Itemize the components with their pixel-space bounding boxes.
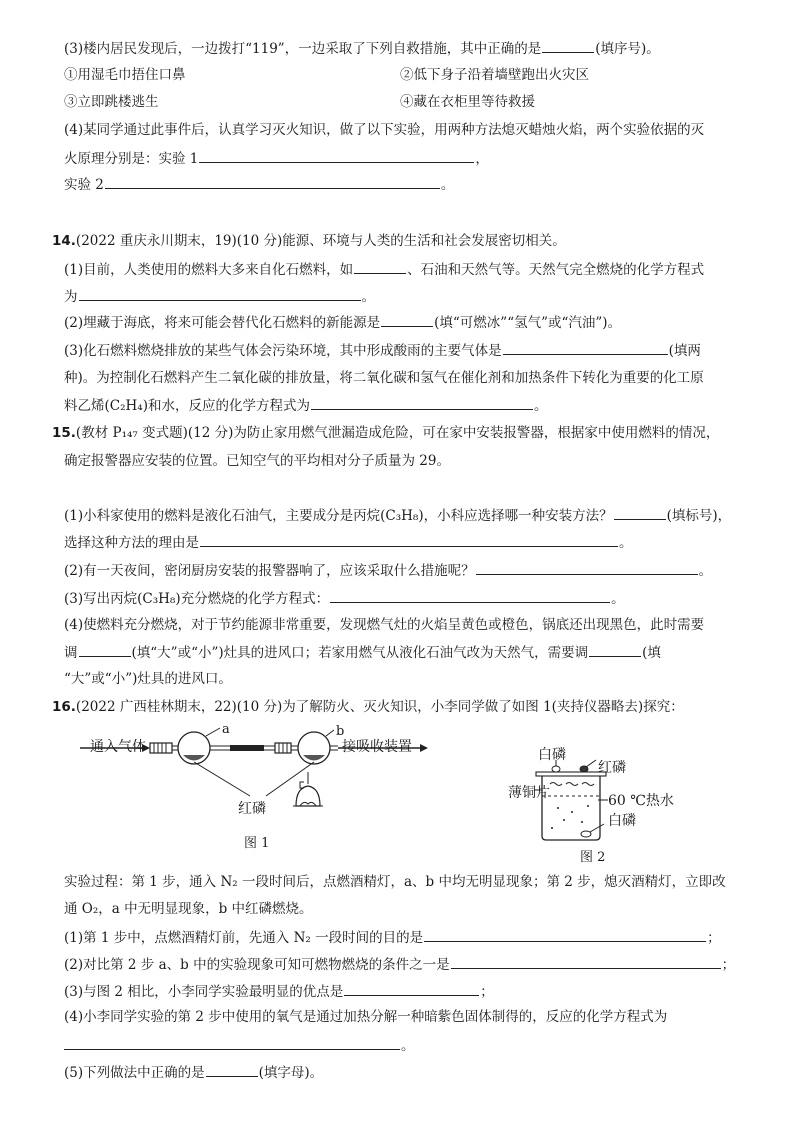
q14-heading: 14.(2022 重庆永川期末，19)(10 分)能源、环境与人类的生活和社会发展密切相关。 [52,233,566,249]
q14-part3-line2: 种)。为控制化石燃料产生二氧化碳的排放量，将二氧化碳和氢气在催化剂和加热条件下转化为重要的化工原 [64,370,704,386]
q15-part4-line2: 调 (填“大”或“小”)灶具的进风口；若家用燃气从液化石油气改为天然气，需要调 (填 [64,645,661,661]
q14-part3-line3: 料乙烯(C₂H₄)和水，反应的化学方程式为 。 [64,398,548,414]
q13-option-1: ①用湿毛巾捂住口鼻 [64,67,186,83]
q14-part2: (2)埋藏于海底，将来可能会替代化石燃料的新能源是 (填“可燃冰”“氢气”或“汽油”)。 [64,315,622,331]
q16-part4-line2: 。 [64,1036,415,1055]
answer-blank[interactable] [79,643,131,657]
fig2-white-phosphorus-top-label: 白磷 [538,747,566,763]
answer-blank[interactable] [503,341,668,355]
q14-part1-line2: 为 。 [64,289,375,305]
q15-part1-line1: (1)小科家使用的燃料是液化石油气，主要成分是丙烷(C₃H₈)，小科应选择哪一种安装方法？ (填标号)， [64,508,732,524]
q16-part4-line1: (4)小李同学实验的第 2 步中使用的氧气是通过加热分解一种暗紫色固体制得的，反应的化学方程式为 [64,1009,668,1025]
answer-blank[interactable] [105,175,440,189]
answer-blank[interactable] [542,39,594,53]
fig2-hot-water-label: 60 ℃热水 [608,793,674,809]
answer-blank[interactable] [330,589,610,603]
fig1-label-b: b [336,724,345,739]
q13-part4-line3: 实验 2 。 [64,177,455,193]
q15-part2: (2)有一天夜间，密闭厨房安装的报警器响了，应该采取什么措施呢？ 。 [64,563,713,579]
q15-heading: 15.(教材 P₁₄₇ 变式题)(12 分)为防止家用燃气泄漏造成危险，可在家中安装报警器，根据家中使用燃料的情况， [52,425,720,441]
q15-part4-line1: (4)使燃料充分燃烧，对于节约能源非常重要，发现燃气灶的火焰呈黄色或橙色，锅底还出现黑色，此时需要 [64,617,705,633]
answer-blank[interactable] [344,982,479,996]
answer-blank[interactable] [381,313,433,327]
fig1-red-phosphorus-label: 红磷 [238,801,266,817]
q16-procedure-line1: 实验过程：第 1 步，通入 N₂ 一段时间后，点燃酒精灯，a、b 中均无明显现象；第 2 步，熄灭酒精灯，立即改 [64,874,726,890]
answer-blank[interactable] [354,260,406,274]
answer-blank[interactable] [476,561,698,575]
fig2-white-phosphorus-bottom-label: 白磷 [608,813,636,829]
q13-part4-line2: 火原理分别是：实验 1 ， [64,151,489,167]
fig2-red-phosphorus-label: 红磷 [598,760,626,776]
q14-part1-line1: (1)目前，人类使用的燃料大多来自化石燃料，如 、石油和天然气等。天然气完全燃烧的化学方程式 [64,262,705,278]
q16-part5: (5)下列做法中正确的是 (填字母)。 [64,1065,324,1081]
q16-part1: (1)第 1 步中，点燃酒精灯前，先通入 N₂ 一段时间的目的是 ； [64,930,721,946]
fig1-inlet-label: 通入气体 [90,739,146,755]
alcohol-lamp [296,786,320,806]
q13-option-3: ③立即跳楼逃生 [64,94,159,110]
q16-procedure-line2: 通 O₂，a 中无明显现象，b 中红磷燃烧。 [64,901,313,917]
answer-blank[interactable] [424,928,706,942]
q15-part4-line3: “大”或“小”)灶具的进风口。 [64,671,232,687]
copper-sheet [536,772,606,776]
answer-blank[interactable] [199,149,474,163]
q14-part3-line1: (3)化石燃料燃烧排放的某些气体会污染环境，其中形成酸雨的主要气体是 (填两 [64,343,701,359]
answer-blank[interactable] [589,643,641,657]
answer-blank[interactable] [79,287,361,301]
fig2-caption: 图 2 [580,850,606,865]
answer-blank[interactable] [451,955,721,969]
answer-blank[interactable] [206,1063,258,1077]
q13-part4-line1: (4)某同学通过此事件后，认真学习灭火知识，做了以下实验，用两种方法熄灭蜡烛火焰，两个实验依据的灭 [64,122,705,138]
answer-blank[interactable] [311,396,533,410]
q13-part3: (3)楼内居民发现后，一边拨打“119”，一边采取了下列自救措施，其中正确的是 (填序号)。 [64,41,660,57]
q13-option-4: ④藏在衣柜里等待救援 [400,94,535,110]
answer-blank[interactable] [200,533,618,547]
fig1-caption: 图 1 [244,836,270,851]
q13-option-2: ②低下身子沿着墙壁跑出火灾区 [400,67,589,83]
answer-blank[interactable] [614,506,666,520]
q16-heading: 16.(2022 广西桂林期末，22)(10 分)为了解防火、灭火知识，小李同学做了如图 1(夹持仪器略去)探究： [52,699,684,715]
q15-part3: (3)写出丙烷(C₃H₈)充分燃烧的化学方程式： 。 [64,591,625,607]
fig1-outlet-label: 接吸收装置 [342,739,412,755]
q15-part1-line2: 选择这种方法的理由是 。 [64,535,633,551]
q16-part3: (3)与图 2 相比，小李同学实验最明显的优点是 ； [64,984,494,1000]
fig1-label-a: a [222,722,230,737]
answer-blank[interactable] [64,1036,400,1050]
q16-part2: (2)对比第 2 步 a、b 中的实验现象可知可燃物燃烧的条件之一是 ； [64,957,736,973]
q15-heading-line2: 确定报警器应安装的位置。已知空气的平均相对分子质量为 29。 [64,453,450,469]
fig2-copper-sheet-label: 薄铜片 [508,785,550,801]
